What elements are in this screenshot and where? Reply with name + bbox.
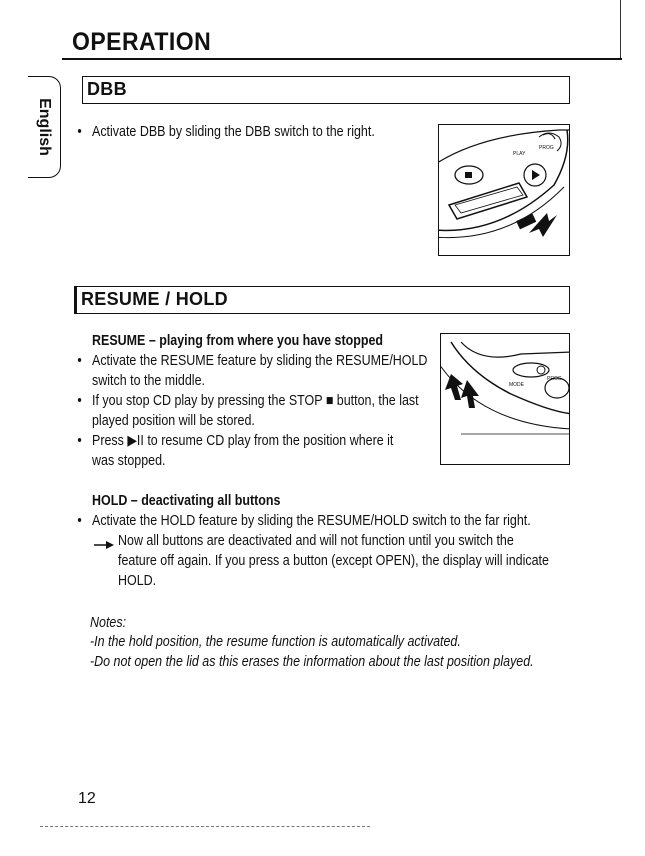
resume-hold-section-bar (74, 286, 570, 314)
note-2: -Do not open the lid as this erases the information about the last position played. (90, 654, 534, 670)
hold-bullet-1: • Activate the HOLD feature by sliding the RESUME/HOLD switch to the far right. (92, 511, 531, 531)
resume-bullet-2-line-2: played position will be stored. (92, 413, 255, 429)
header-rule (62, 58, 622, 60)
resume-hold-heading: RESUME / HOLD (81, 289, 228, 309)
dbb-switch-drawing (516, 214, 536, 230)
cd-player-dbb-drawing (439, 125, 570, 256)
hold-arrow-line-3: HOLD. (118, 573, 157, 589)
dbb-section-bar (82, 76, 570, 104)
dbb-heading: DBB (87, 79, 127, 99)
page-title: OPERATION (72, 28, 212, 56)
svg-text:PROG: PROG (547, 376, 562, 382)
dbb-illustration (438, 124, 570, 256)
mode-button-drawing (513, 363, 549, 377)
language-tab-label-wrap (30, 92, 58, 162)
hold-arrow-line-1: Now all buttons are deactivated and will not function until you switch the (118, 533, 514, 549)
resume-bullet-1-line-1: • Activate the RESUME feature by sliding the RESUME/HOLD (92, 351, 427, 371)
resume-bullet-1-line-2: switch to the middle. (92, 373, 205, 389)
resume-subheading: RESUME – playing from where you have stopped (92, 333, 384, 349)
hold-arrow-drawing (461, 380, 479, 408)
note-1: -In the hold position, the resume function is automatically activated. (90, 634, 461, 650)
page-number: 12 (78, 790, 96, 807)
svg-text:PROG: PROG (539, 145, 554, 151)
display-drawing (449, 183, 527, 219)
resume-bullet-3-line-2: was stopped. (92, 453, 166, 469)
result-arrow-icon (94, 537, 114, 547)
svg-text:PLAY: PLAY (513, 151, 526, 157)
resume-bullet-2-line-1: • If you stop CD play by pressing the STOP ■ button, the last (92, 391, 419, 411)
resume-arrow-drawing (445, 374, 463, 400)
language-tab-label: English (36, 98, 53, 156)
scan-noise-line (40, 826, 370, 828)
hold-arrow-line-2: feature off again. If you press a button (except OPEN), the display will indicate (118, 553, 549, 569)
svg-text:MODE: MODE (509, 382, 524, 388)
resume-illustration (440, 333, 570, 465)
resume-bullet-3-line-1: • Press ▶II to resume CD play from the position where it (92, 431, 393, 451)
corner-rule (620, 0, 621, 60)
dbb-bullet-1: • Activate DBB by sliding the DBB switch to the right. (92, 122, 375, 142)
hold-subheading: HOLD – deactivating all buttons (92, 493, 281, 509)
notes-label: Notes: (90, 615, 127, 631)
cd-player-resume-drawing (441, 334, 570, 465)
